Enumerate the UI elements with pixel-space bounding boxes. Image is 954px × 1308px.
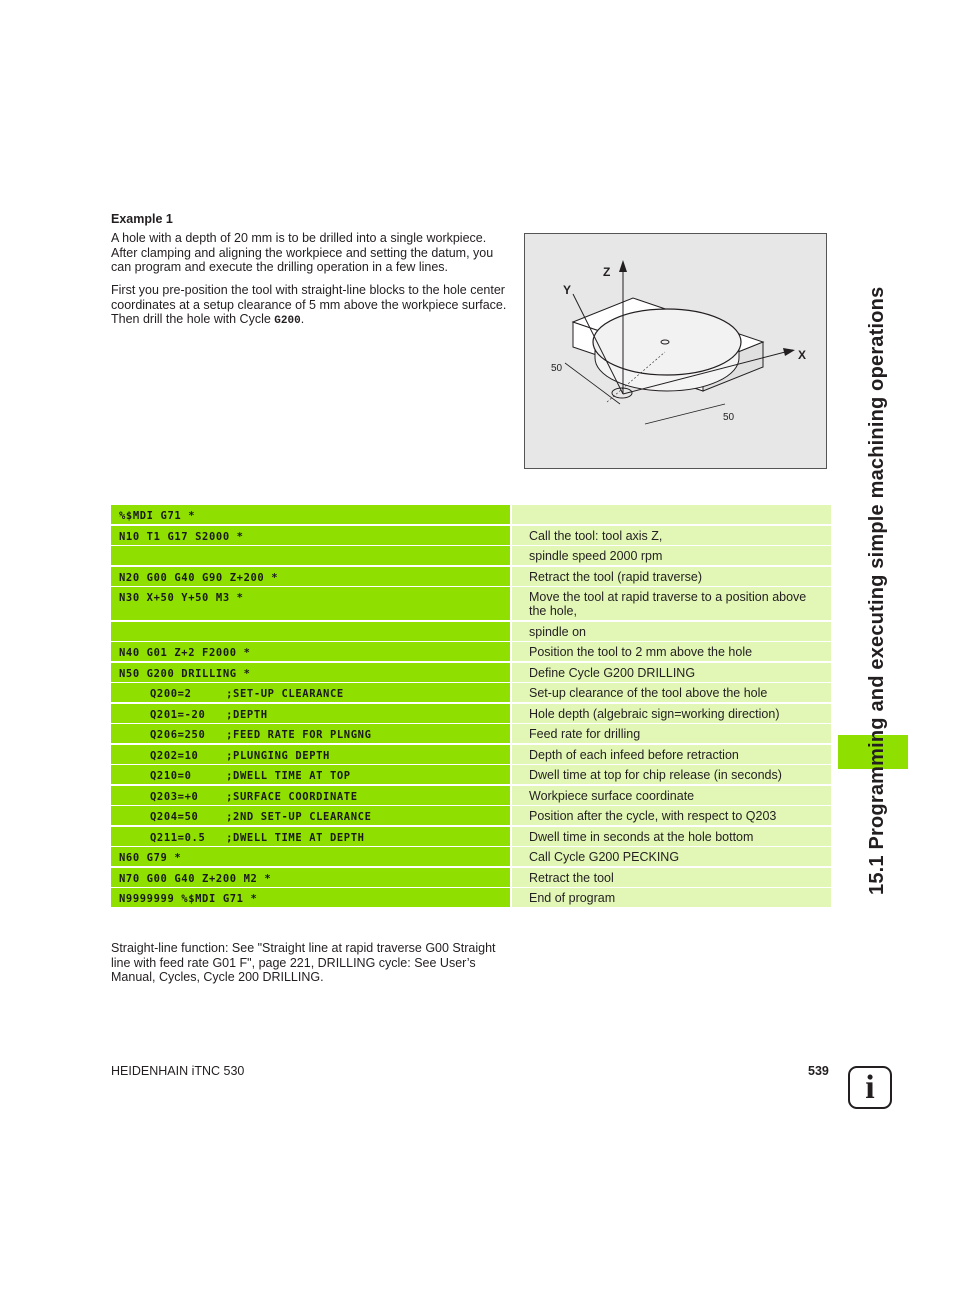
program-row	[111, 888, 831, 907]
intro-paragraph-2	[111, 283, 511, 329]
cycle-code: G200	[274, 315, 301, 327]
program-comment-cell: Call Cycle G200 PECKING	[512, 847, 831, 866]
program-code-cell: N30 X+50 Y+50 M3 *	[111, 587, 510, 620]
info-icon-letter: i	[865, 1069, 875, 1106]
program-row	[111, 806, 831, 825]
chapter-title: 15.1 Programming and executing simple machining operations	[866, 286, 888, 895]
x-axis-arrow	[783, 348, 795, 356]
program-code-cell: N70 G00 G40 Z+200 M2 *	[111, 868, 510, 887]
program-row	[111, 642, 831, 661]
intro-paragraph-1: A hole with a depth of 20 mm is to be drilled into a single workpiece. After clamping and aligning the workpiece and setting the datum, you can program and execute the drilling operation in a few lines.	[111, 231, 494, 274]
program-comment-cell: Set-up clearance of the tool above the hole	[512, 683, 831, 702]
program-code-cell: Q210=0 ;DWELL TIME AT TOP	[111, 765, 510, 784]
dim-y-label: 50	[551, 363, 563, 374]
program-comment-cell: Move the tool at rapid traverse to a position above the hole,	[512, 587, 831, 620]
program-comment-cell: Workpiece surface coordinate	[512, 786, 831, 805]
program-comment-cell	[512, 505, 831, 524]
axis-x-label: X	[798, 348, 807, 362]
program-code-cell: N10 T1 G17 S2000 *	[111, 526, 510, 545]
program-row	[111, 622, 831, 641]
program-row	[111, 567, 831, 586]
program-comment-cell: Define Cycle G200 DRILLING	[512, 663, 831, 682]
program-code-cell	[111, 546, 510, 565]
program-comment-cell: spindle on	[512, 622, 831, 641]
program-row	[111, 683, 831, 702]
program-comment-cell: Retract the tool	[512, 868, 831, 887]
program-code-cell	[111, 622, 510, 641]
program-code-cell: N50 G200 DRILLING *	[111, 663, 510, 682]
program-code-cell: %$MDI G71 *	[111, 505, 510, 524]
example-heading: Example 1	[111, 212, 173, 226]
program-code-cell: N40 G01 Z+2 F2000 *	[111, 642, 510, 661]
program-row	[111, 505, 831, 524]
program-code-cell: Q206=250 ;FEED RATE FOR PLNGNG	[111, 724, 510, 743]
program-comment-cell: Position the tool to 2 mm above the hole	[512, 642, 831, 661]
disk-top	[593, 309, 741, 375]
program-row	[111, 663, 831, 682]
footer-manual-title: HEIDENHAIN iTNC 530	[111, 1064, 245, 1078]
program-comment-cell: Retract the tool (rapid traverse)	[512, 567, 831, 586]
program-table	[111, 505, 831, 909]
program-comment-cell: spindle speed 2000 rpm	[512, 546, 831, 565]
program-code-cell: N20 G00 G40 G90 Z+200 *	[111, 567, 510, 586]
program-row	[111, 745, 831, 764]
program-row	[111, 765, 831, 784]
program-row	[111, 868, 831, 887]
program-code-cell: Q204=50 ;2ND SET-UP CLEARANCE	[111, 806, 510, 825]
program-comment-cell: Position after the cycle, with respect to Q203	[512, 806, 831, 825]
program-row	[111, 546, 831, 565]
dim-x-label: 50	[723, 412, 735, 423]
program-comment-cell: Dwell time at top for chip release (in seconds)	[512, 765, 831, 784]
program-code-cell: N9999999 %$MDI G71 *	[111, 888, 510, 907]
program-row	[111, 704, 831, 723]
program-code-cell: Q201=-20 ;DEPTH	[111, 704, 510, 723]
program-code-cell: Q211=0.5 ;DWELL TIME AT DEPTH	[111, 827, 510, 846]
info-icon	[848, 1066, 892, 1109]
program-code-cell: N60 G79 *	[111, 847, 510, 866]
program-code-cell: Q200=2 ;SET-UP CLEARANCE	[111, 683, 510, 702]
z-axis-arrow	[619, 260, 627, 272]
program-row	[111, 724, 831, 743]
program-row	[111, 526, 831, 545]
workpiece-drawing	[525, 234, 828, 470]
program-comment-cell: Hole depth (algebraic sign=working direction)	[512, 704, 831, 723]
program-row	[111, 587, 831, 620]
program-comment-cell: Feed rate for drilling	[512, 724, 831, 743]
program-row	[111, 786, 831, 805]
footer-note: Straight-line function: See "Straight line at rapid traverse G00 Straight line with feed rate G01 F", page 221, DRILLING cycle: See User’s Manual, Cycles, Cycle 200 DRILLING.	[111, 941, 496, 984]
program-row	[111, 827, 831, 846]
page-number: 539	[808, 1064, 829, 1078]
program-comment-cell: Call the tool: tool axis Z,	[512, 526, 831, 545]
program-code-cell: Q202=10 ;PLUNGING DEPTH	[111, 745, 510, 764]
workpiece-figure	[524, 233, 827, 469]
program-comment-cell: Dwell time in seconds at the hole bottom	[512, 827, 831, 846]
program-comment-cell: End of program	[512, 888, 831, 907]
intro-paragraph-2-end: .	[300, 312, 305, 326]
program-comment-cell: Depth of each infeed before retraction	[512, 745, 831, 764]
program-row	[111, 847, 831, 866]
intro-paragraph-2-text: First you pre-position the tool with straight-line blocks to the hole center coordinates at a setup clearance of 5 mm above the workpiece surface. Then drill the hole with Cycle	[111, 283, 507, 326]
dim-line-x	[645, 404, 725, 424]
axis-y-label: Y	[563, 283, 572, 297]
axis-z-label: Z	[603, 265, 611, 279]
program-code-cell: Q203=+0 ;SURFACE COORDINATE	[111, 786, 510, 805]
